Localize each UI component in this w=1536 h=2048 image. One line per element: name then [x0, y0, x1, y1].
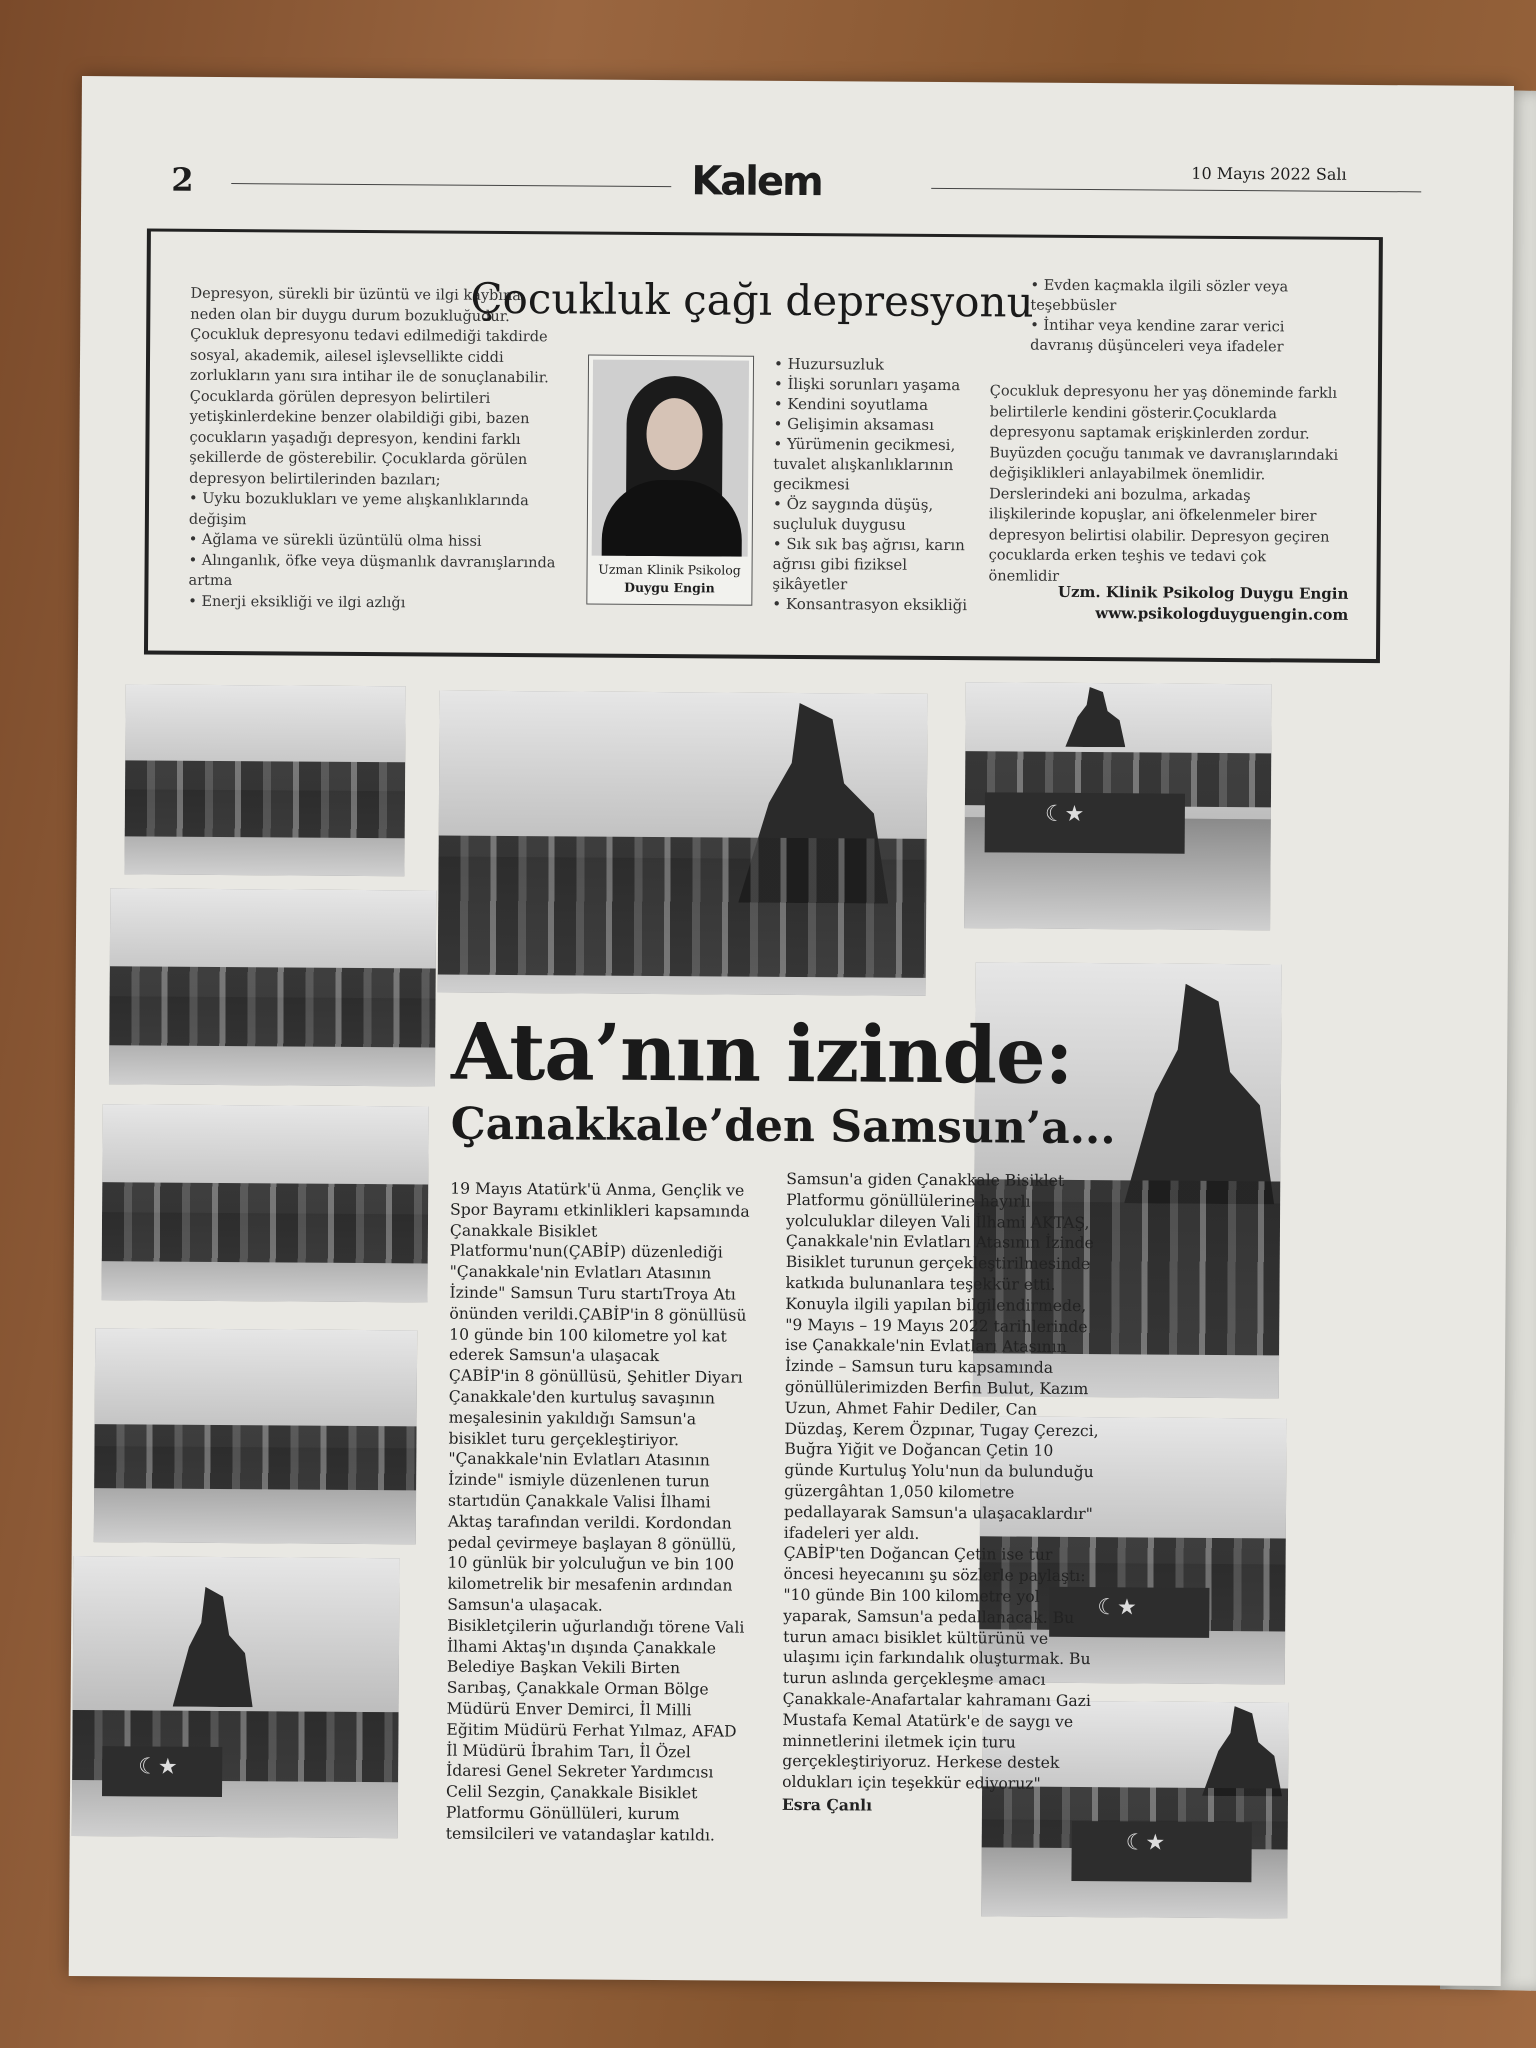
- depression-title: Çocukluk çağı depresyonu: [470, 273, 1034, 327]
- masthead: [171, 158, 1421, 220]
- photo-cyclists-riding: [94, 1328, 417, 1544]
- list-item: • Huzursuzluk: [774, 354, 974, 375]
- article-headline: Ata’nın izinde:: [450, 1006, 1073, 1102]
- depression-article-box: [144, 228, 1383, 663]
- masthead-rule-left: [231, 183, 671, 187]
- list-item: • Evden kaçmakla ilgili sözler veya teşebbüsler: [1030, 276, 1330, 318]
- list-item: • Kendini soyutlama: [774, 394, 974, 415]
- symptom-list-1: [188, 489, 569, 615]
- article-paragraph: ÇABİP'ten Doğancan Çetin ise tur öncesi heyecanını şu sözlerle paylaştı: "10 günde Bin 100 kilometre yol yaparak, Samsun'a pedallanacak. Bu turun amacı bisiklet kültürünü ve ulaşımı için farkındalık oluşturmak. Bu turun aslında gerçekleşme amacı Çanakkale-Anafartalar kahramanı Gazi Mustafa Kemal Atatürk'e de saygı ve minnetlerini iletmek için turu gerçekleştiriyoruz. Herkese destek oldukları için teşekkür ediyoruz": [782, 1544, 1091, 1793]
- author-photo-frame: [586, 355, 754, 606]
- signature-name: Uzm. Klinik Psikolog Duygu Engin: [1057, 582, 1349, 603]
- list-item: • Sık sık baş ağrısı, karın ağrısı gibi fiziksel şikâyetler: [772, 534, 972, 595]
- photo-cyclists-group-3: [101, 1104, 428, 1302]
- article-author: Esra Çanlı: [781, 1794, 873, 1815]
- depression-signature: [1028, 582, 1348, 626]
- photo-ceremony-trojan-horse: [438, 691, 928, 996]
- page-number: 2: [171, 160, 194, 199]
- depression-closing: Çocukluk depresyonu her yaş döneminde farklı belirtilerle kendini gösterir.Çocuklarda depresyonu saptamak erişkinlerden zordur. Buyüzden çocuğu tanımak ve davranışlarındaki değişiklikleri anlayabilmek önemlidir. Derslerindeki ani bozulma, arkadaş ilişkilerinde kopuşlar, ani öfkelenmeler birer depresyon belirtisi olabilir. Depresyon geçiren çocuklarda erken teşhis ve tedavi çok önemlidir: [988, 383, 1339, 585]
- photo-caption: [587, 561, 751, 598]
- symptom-list-3: [1030, 276, 1331, 358]
- article-subhead: Çanakkale’den Samsun’a...: [450, 1098, 1116, 1155]
- newspaper-page: [69, 76, 1514, 1986]
- issue-date: 10 Mayıs 2022 Salı: [1191, 163, 1347, 184]
- list-item: • Yürümenin gecikmesi, tuvalet alışkanlıklarının gecikmesi: [773, 434, 973, 495]
- list-item: • Öz saygında düşüş, suçluluk duygusu: [773, 494, 973, 535]
- photo-flag-crowd: [964, 682, 1272, 930]
- photo-trojan-horse-crowd-1: [72, 1556, 400, 1838]
- article-paragraph: Bisikletçilerin uğurlandığı törene Vali İlhami Aktaş'ın dışında Çanakkale Belediye Başkan Vekili Birten Sarıbaş, Çanakkale Orman Bölge Müdürü Enver Demirci, İl Milli Eğitim Müdürü Ferhat Yılmaz, AFAD İl Müdürü İbrahim Tarı, İl Özel İdaresi Genel Sekreter Yardımcısı Celil Sezgin, Çanakkale Bisiklet Platformu Gönüllüleri, kurum temsilcileri ve vatandaşlar katıldı.: [445, 1616, 745, 1845]
- article-paragraph: Konuyla ilgili yapılan bilgilendirmede, "9 Mayıs – 19 Mayıs 2022 tarihlerinde ise Çanakkale'nin Evlatları Atasının İzinde – Samsun turu kapsamında gönüllülerimizden Berfin Bulut, Kazım Uzun, Ahmet Fahir Dediler, Can Düzdaş, Kerem Özpınar, Tugay Çerezci, Buğra Yiğit ve Doğancan Çetin 10 günde Kurtuluş Yolu'nun da bulunduğu güzergâhtan 1,050 kilometre pedallayarak Samsun'a ulaşacaklardır" ifadeleri yer aldı.: [783, 1294, 1099, 1543]
- article-column-1: [446, 1179, 751, 1847]
- newspaper-logo: Kalem: [691, 158, 822, 206]
- photo-cyclists-group-1: [124, 684, 405, 876]
- signature-url: www.psikologduyguengin.com: [1095, 604, 1349, 624]
- list-item: • Ağlama ve sürekli üzüntülü olma hissi: [189, 530, 569, 553]
- photo-caption-role: Uzman Klinik Psikolog: [598, 561, 741, 578]
- list-item: • İntihar veya kendine zarar verici davranış düşünceleri veya ifadeler: [1030, 316, 1330, 358]
- list-item: • Enerji eksikliği ve ilgi azlığı: [188, 591, 568, 614]
- author-portrait-photo: [592, 360, 749, 557]
- article-paragraph: Samsun'a giden Çanakkale Bisiklet Platformu gönüllülerine hayırlı yolculuklar dileyen Vali İlhami AKTAŞ, Çanakkale'nin Evlatları Atasının İzinde Bisiklet turunun gerçekleştirilmesinde katkıda bulunanlara teşekkür etti.: [785, 1169, 1094, 1294]
- list-item: • Alınganlık, öfke veya düşmanlık davranışlarında artma: [188, 550, 568, 594]
- list-item: • Konsantrasyon eksikliği: [772, 594, 972, 615]
- photo-caption-name: Duygu Engin: [624, 579, 715, 596]
- list-item: • İlişki sorunları yaşama: [774, 374, 974, 395]
- depression-intro-column: [188, 284, 570, 615]
- depression-intro: Depresyon, sürekli bir üzüntü ve ilgi kaybına neden olan bir duygu durum bozukluğudur. Çocukluk depresyonu tedavi edilmediği takdirde sosyal, akademik, ailesel işlevsellikte ciddi zorlukların yanı sıra intihar ile de sonuçlanabilir. Çocuklarda görülen depresyon belirtileri yetişkinlerdekine benzer olabildiği gibi, bazen çocukların yaşadığı depresyon, kendini farklı şekillerde de gösterebilir. Çocuklarda görülen depresyon belirtilerinden bazıları;: [189, 285, 549, 489]
- list-item: • Gelişimin aksaması: [774, 414, 974, 435]
- list-item: • Uyku bozuklukları ve yeme alışkanlıklarında değişim: [189, 489, 569, 533]
- masthead-rule-right: [931, 188, 1421, 192]
- article-paragraph: ÇABİP'in 8 gönüllüsü, Şehitler Diyarı Çanakkale'den kurtuluş savaşının meşalesinin yakıldığı Samsun'a bisiklet turu gerçekleştiriyor. "Çanakkale'nin Evlatları Atasının İzinde" ismiyle düzenlenen turun startıdün Çanakkale Valisi İlhami Aktaş tarafından verildi. Kordondan pedal çevirmeye başlayan 8 gönüllü, 10 günlük bir yolculuğun ve bin 100 kilometrelik bir mesafenin ardından Samsun'a ulaşacak.: [447, 1366, 743, 1615]
- photo-cyclists-group-2: [109, 888, 436, 1086]
- article-column-2: [782, 1169, 1103, 1818]
- symptom-list-2: [772, 354, 974, 615]
- article-paragraph: 19 Mayıs Atatürk'ü Anma, Gençlik ve Spor Bayramı etkinlikleri kapsamında Çanakkale Bisiklet Platformu'nun(ÇABİP) düzenlediği "Çanakkale'nin Evlatları Atasının İzinde" Samsun Turu startıTroya Atı önünden verildi.ÇABİP'in 8 gönüllüsü 10 günde bin 100 kilometre yol kat ederek Samsun'a ulaşacak: [449, 1179, 750, 1366]
